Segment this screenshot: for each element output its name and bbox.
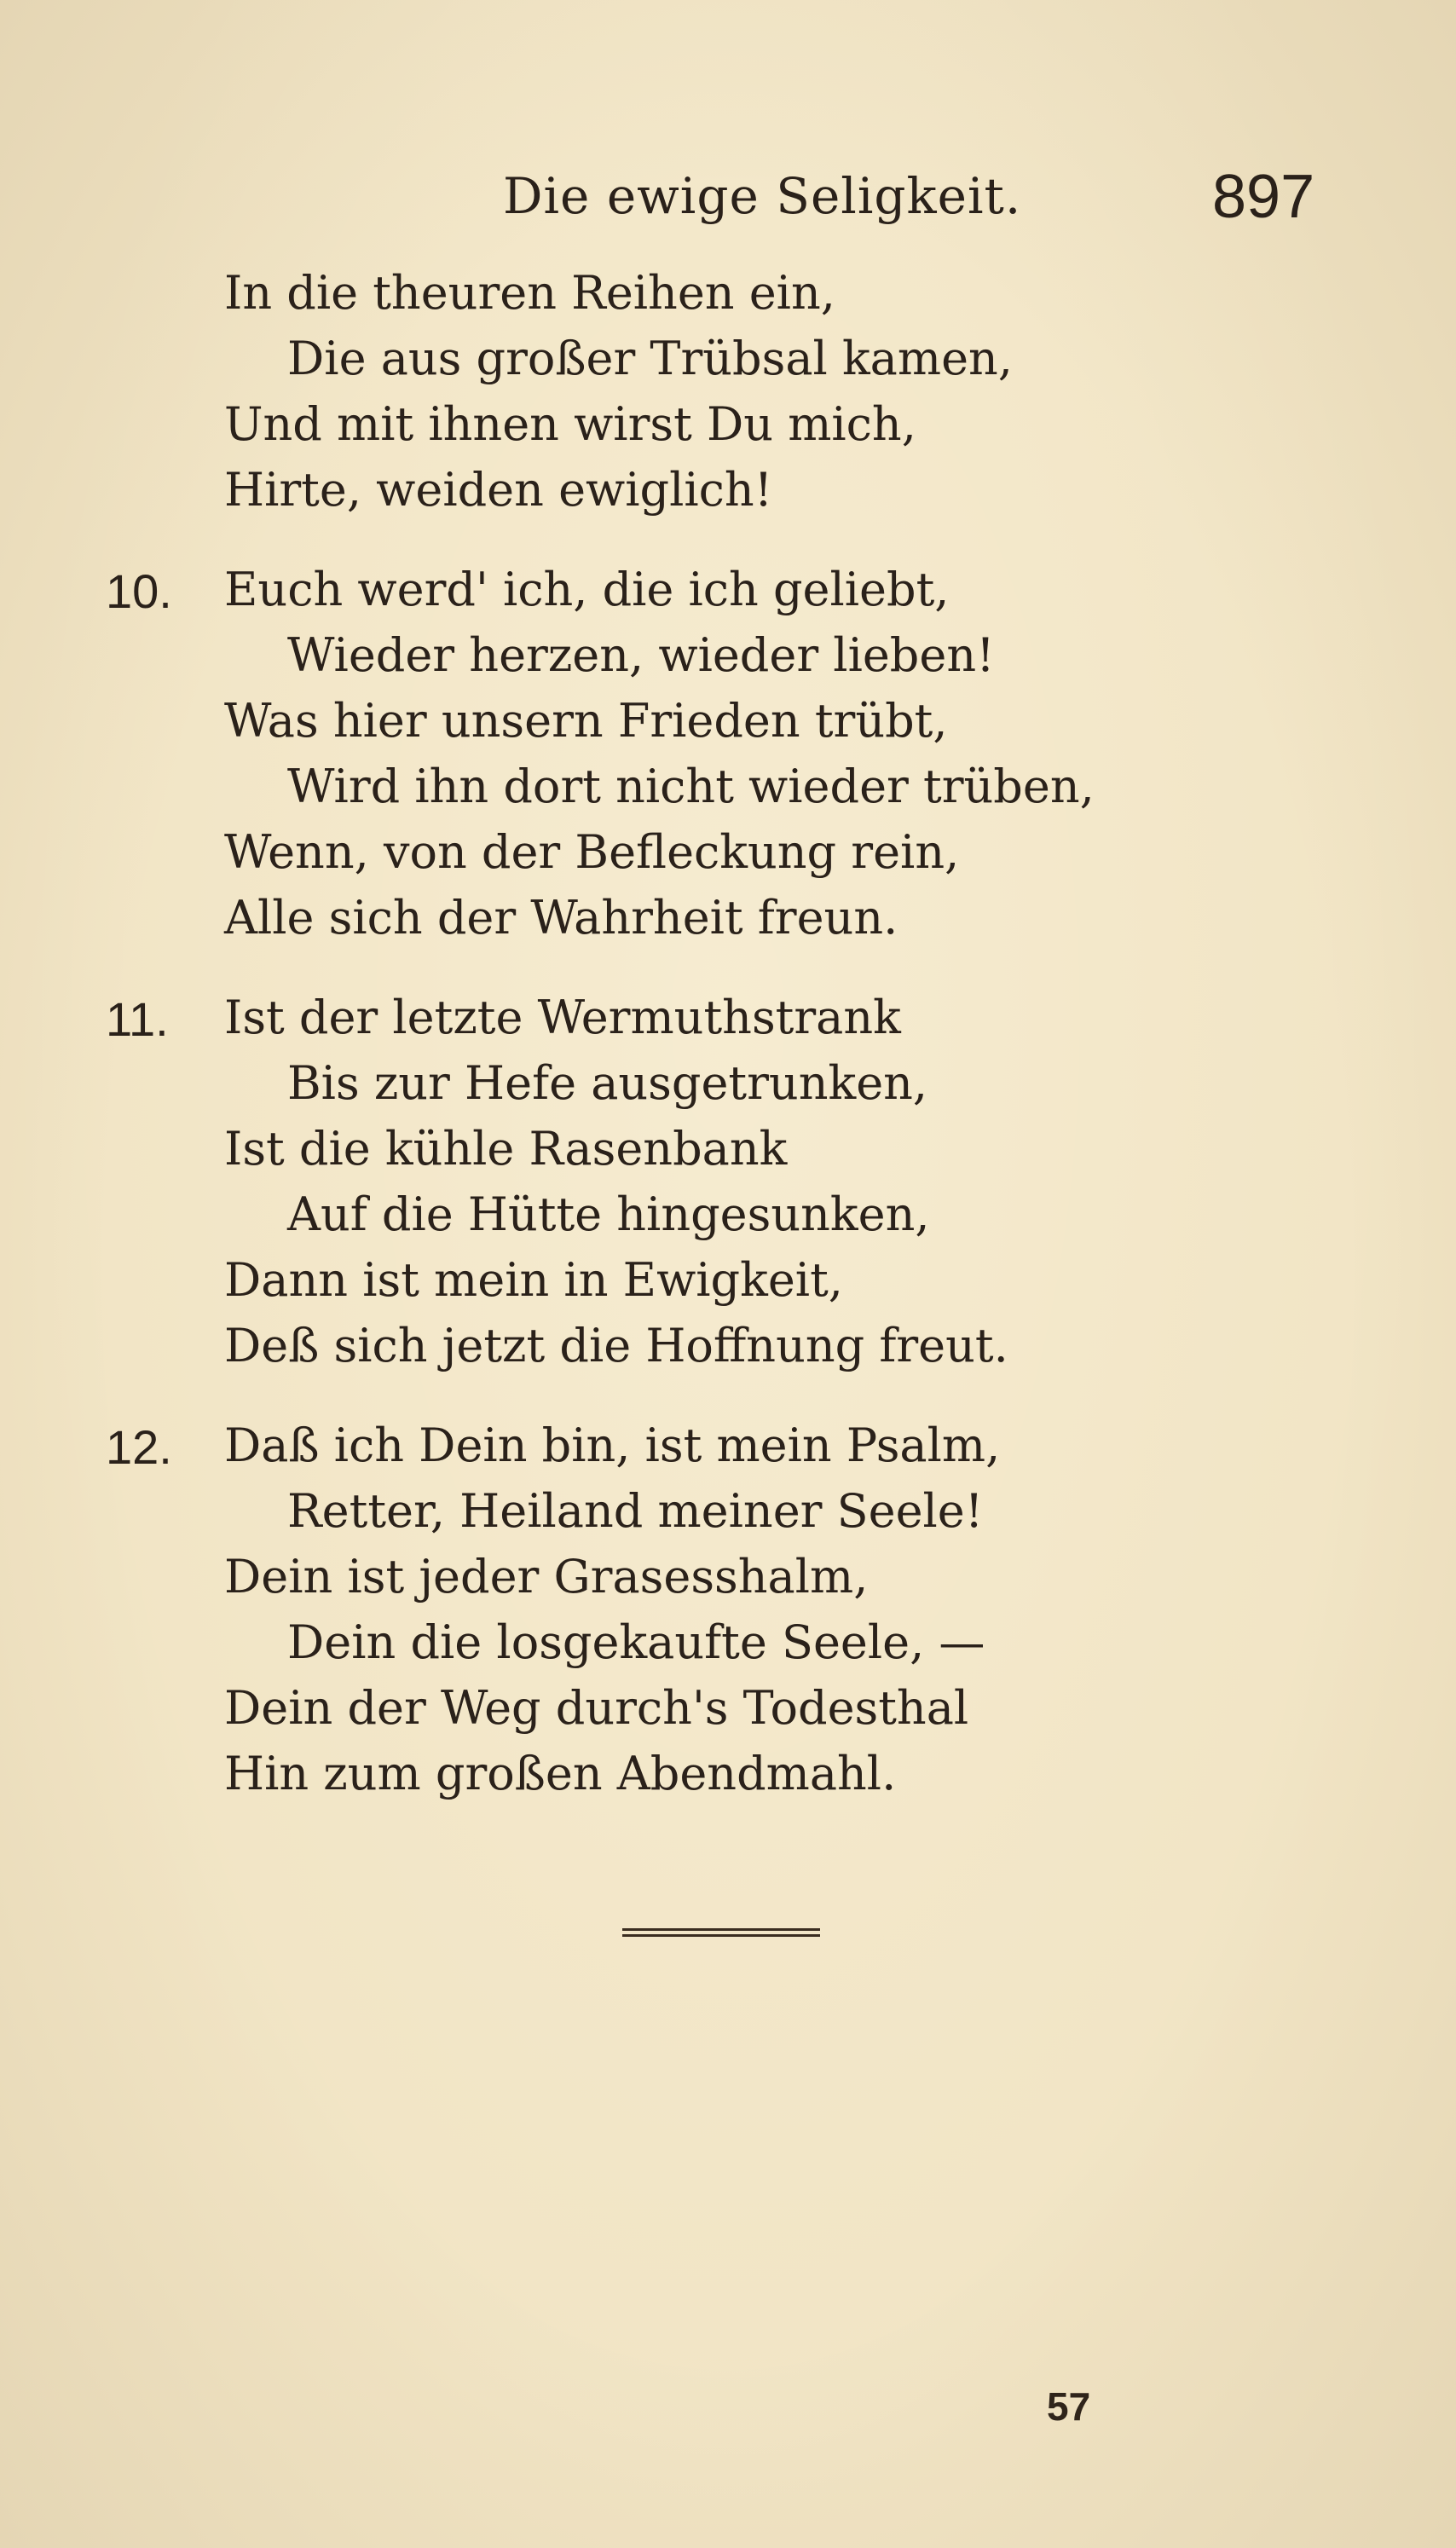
verse-line: Und mit ihnen wirst Du mich,: [224, 397, 916, 451]
page-number: 897: [1212, 163, 1315, 231]
verse-line: Hirte, weiden ewiglich!: [224, 463, 773, 517]
stanza-continuation: [0, 260, 1456, 523]
verse-line: Was hier unsern Frieden trübt,: [224, 694, 948, 748]
verse-line: Alle sich der Wahrheit freun.: [224, 891, 898, 945]
stanza-11: [0, 985, 1456, 1378]
verse-line: Wird ihn dort nicht wieder trüben,: [287, 760, 1095, 813]
stanza-number: 10.: [106, 564, 172, 618]
rule-line: [622, 1928, 820, 1931]
verse-line: Dein ist jeder Grasesshalm,: [224, 1550, 869, 1603]
verse-line: Dann ist mein in Ewigkeit,: [224, 1253, 843, 1307]
verse-line: Hin zum großen Abendmahl.: [224, 1747, 897, 1800]
running-head: [0, 162, 1456, 230]
verse-line: Euch werd' ich, die ich geliebt,: [224, 563, 950, 616]
running-title: Die ewige Seligkeit.: [503, 167, 1022, 225]
verse-line: Retter, Heiland meiner Seele!: [287, 1484, 984, 1538]
verse-line: Bis zur Hefe ausgetrunken,: [287, 1056, 928, 1110]
hymn-verses: [0, 260, 1456, 1840]
end-rule: [622, 1928, 820, 1938]
verse-line: Wenn, von der Befleckung rein,: [224, 825, 960, 879]
verse-line: Die aus großer Trübsal kamen,: [287, 332, 1013, 385]
stanza-10: [0, 557, 1456, 950]
stanza-number: 11.: [106, 992, 169, 1046]
verse-line: Auf die Hütte hingesunken,: [287, 1187, 930, 1241]
rule-line: [622, 1934, 820, 1937]
verse-line: Dein die losgekaufte Seele, —: [287, 1615, 985, 1669]
stanza-number: 12.: [106, 1420, 172, 1474]
verse-line: Wieder herzen, wieder lieben!: [287, 628, 995, 682]
stanza-12: [0, 1413, 1456, 1806]
verse-line: Daß ich Dein bin, ist mein Psalm,: [224, 1418, 1001, 1472]
verse-line: Ist der letzte Wermuthstrank: [224, 991, 901, 1044]
verse-line: Ist die kühle Rasenbank: [224, 1122, 788, 1176]
verse-line: Deß sich jetzt die Hoffnung freut.: [224, 1319, 1008, 1372]
verse-line: Dein der Weg durch's Todesthal: [224, 1681, 969, 1735]
verse-line: In die theuren Reihen ein,: [224, 266, 835, 320]
signature-mark: 57: [1047, 2384, 1091, 2429]
